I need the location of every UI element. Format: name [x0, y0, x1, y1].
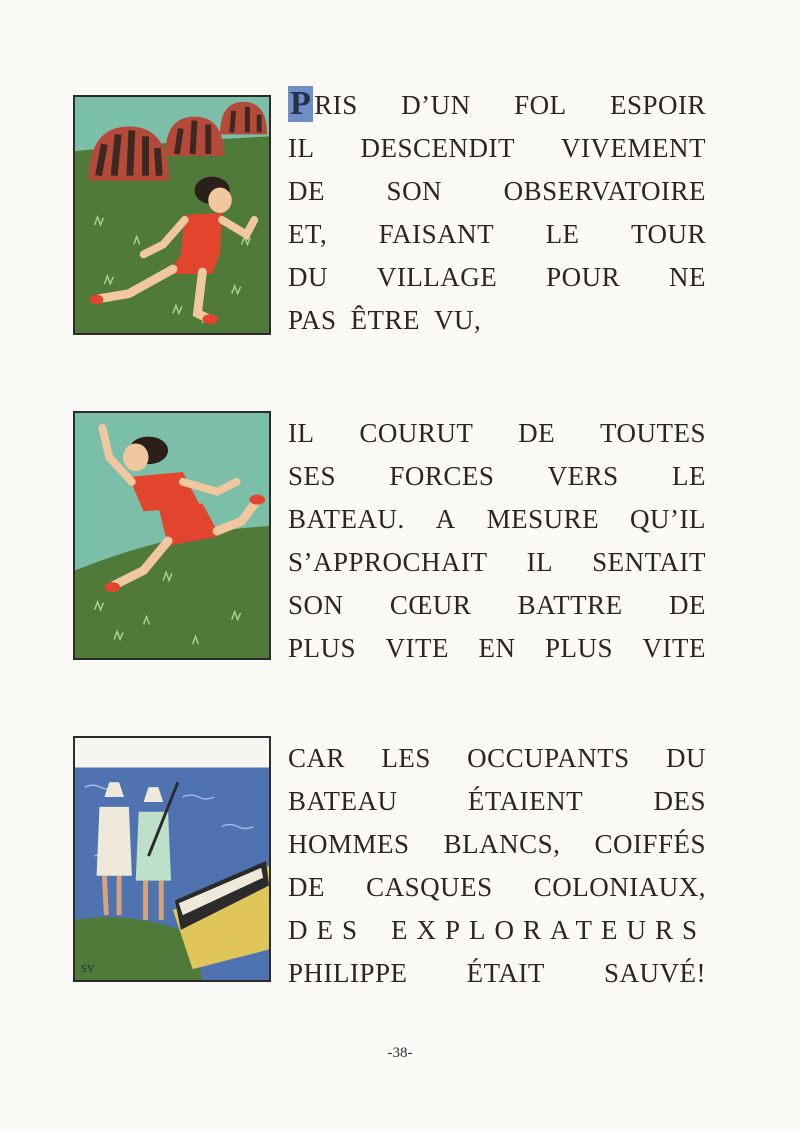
word: S’APPROCHAIT [288, 547, 488, 577]
word: SENTAIT [592, 547, 706, 577]
word: BATTRE [517, 590, 623, 620]
text-line [288, 780, 706, 823]
word: POUR [546, 262, 621, 292]
word: DE [518, 418, 556, 448]
illustration-explorers-and-boat [73, 736, 271, 982]
text-line [288, 127, 706, 170]
text-block-3 [288, 737, 706, 995]
word: SON [288, 590, 344, 620]
text-line [288, 299, 706, 342]
artist-signature: SV [80, 963, 95, 976]
word: BLANCS, [443, 829, 561, 859]
word: DE [288, 872, 325, 902]
text-line [288, 170, 706, 213]
word: ÉTAIENT [467, 786, 584, 816]
word: HOMMES [288, 829, 410, 859]
word: VU, [434, 305, 482, 335]
word: DU [288, 262, 328, 292]
text-line [288, 498, 706, 541]
word: PAS [288, 305, 337, 335]
word: EN [478, 633, 516, 663]
word: CAR [288, 743, 346, 773]
text-line [288, 823, 706, 866]
word: D’UN [401, 90, 471, 120]
word: PLUS [288, 633, 357, 663]
word: EXPLORATEURS [390, 915, 706, 945]
word: IL [288, 133, 315, 163]
text-line [288, 584, 706, 627]
text-line [288, 455, 706, 498]
illustration-boy-running-past-huts [73, 95, 271, 335]
word: VIVEMENT [561, 133, 706, 163]
word: QU’IL [630, 504, 706, 534]
word: VITE [385, 633, 449, 663]
word: ÉTAIT [466, 958, 545, 988]
text-line [288, 909, 706, 952]
word: DE [669, 590, 706, 620]
word: CASQUES [366, 872, 493, 902]
word: COIFFÉS [594, 829, 706, 859]
word: ET, [288, 219, 328, 249]
word: A [435, 504, 456, 534]
word: ESPOIR [609, 90, 706, 120]
drop-cap-letter: P [290, 85, 312, 122]
word: ÊTRE [350, 305, 421, 335]
text-line [288, 737, 706, 780]
word: PLUS [544, 633, 613, 663]
word: SAUVÉ! [603, 958, 706, 988]
text-line [288, 412, 706, 455]
illustration-boy-racing [73, 411, 271, 660]
word: DU [666, 743, 706, 773]
text-line [288, 627, 706, 670]
word: VERS [547, 461, 619, 491]
word: VITE [642, 633, 706, 663]
word: DES [653, 786, 706, 816]
word: DE [288, 176, 325, 206]
word: MESURE [486, 504, 600, 534]
text-block-1 [288, 84, 706, 342]
word: FOL [514, 90, 567, 120]
word: PHILIPPE [288, 958, 408, 988]
text-line [288, 541, 706, 584]
word: SES [288, 461, 337, 491]
word: COLONIAUX, [533, 872, 706, 902]
word: OCCUPANTS [467, 743, 630, 773]
text-line [288, 866, 706, 909]
word: COURUT [359, 418, 474, 448]
first-word [288, 84, 358, 127]
word: CŒUR [389, 590, 472, 620]
text-line [288, 952, 706, 995]
text-line [288, 256, 706, 299]
word: BATEAU. [288, 504, 405, 534]
word: OBSERVATOIRE [503, 176, 706, 206]
word: SON [386, 176, 443, 206]
first-word-rest: RIS [314, 90, 358, 120]
word: IL [288, 418, 315, 448]
word: LE [672, 461, 706, 491]
word: IL [526, 547, 554, 577]
word: NE [668, 262, 706, 292]
word: LES [381, 743, 431, 773]
text-block-2 [288, 412, 706, 670]
word: TOUTES [599, 418, 706, 448]
word: VILLAGE [376, 262, 498, 292]
word: DESCENDIT [360, 133, 515, 163]
word: BATEAU [288, 786, 398, 816]
word: TOUR [630, 219, 706, 249]
word: LE [545, 219, 580, 249]
word: FORCES [389, 461, 495, 491]
text-line [288, 84, 706, 127]
word: FAISANT [378, 219, 495, 249]
page-number: -38- [387, 1045, 413, 1061]
word: DES [288, 915, 367, 945]
text-line [288, 213, 706, 256]
